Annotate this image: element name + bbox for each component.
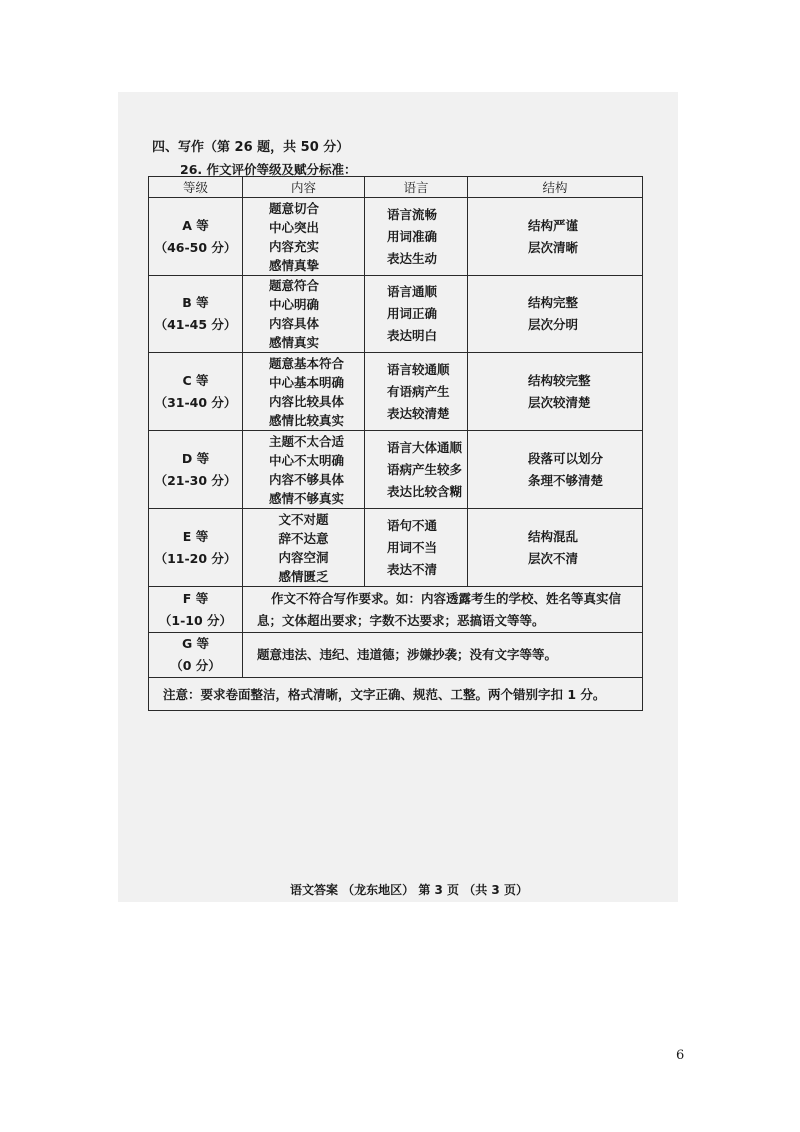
grade-cell: A 等 （46-50 分） <box>149 198 243 276</box>
language-cell: 语句不通 用词不当 表达不清 <box>365 509 468 587</box>
table-row-f <box>149 587 643 633</box>
structure-cell: 结构混乱 层次不清 <box>468 509 643 587</box>
structure-cell: 结构完整 层次分明 <box>468 276 643 353</box>
grade-cell: E 等 （11-20 分） <box>149 509 243 587</box>
table-row-e <box>149 509 643 587</box>
grading-table <box>148 176 643 711</box>
merged-description-cell: 作文不符合写作要求。如：内容透露考生的学校、姓名等真实信 息；文体超出要求；字数不达要求；恶搞语文等等。 <box>243 587 643 633</box>
language-cell: 语言流畅 用词准确 表达生动 <box>365 198 468 276</box>
grade-cell: F 等 （1-10 分） <box>149 587 243 633</box>
header-grade: 等级 <box>149 177 243 198</box>
table-row-d <box>149 431 643 509</box>
language-cell: 语言较通顺 有语病产生 表达较清楚 <box>365 353 468 431</box>
language-cell: 语言通顺 用词正确 表达明白 <box>365 276 468 353</box>
table-header-row <box>149 177 643 198</box>
content-cell: 题意切合 中心突出 内容充实 感情真挚 <box>243 198 365 276</box>
structure-cell: 结构较完整 层次较清楚 <box>468 353 643 431</box>
page-footer: 语文答案 （龙东地区） 第 3 页 （共 3 页） <box>290 883 528 897</box>
note-cell: 注意：要求卷面整洁，格式清晰，文字正确、规范、工整。两个错别字扣 1 分。 <box>149 678 643 711</box>
content-cell: 题意基本符合 中心基本明确 内容比较具体 感情比较真实 <box>243 353 365 431</box>
grade-cell: B 等 （41-45 分） <box>149 276 243 353</box>
grade-cell: D 等 （21-30 分） <box>149 431 243 509</box>
header-content: 内容 <box>243 177 365 198</box>
content-cell: 主题不太合适 中心不太明确 内容不够具体 感情不够真实 <box>243 431 365 509</box>
table-row-c <box>149 353 643 431</box>
header-language: 语言 <box>365 177 468 198</box>
grade-cell: C 等 （31-40 分） <box>149 353 243 431</box>
structure-cell: 结构严谨 层次清晰 <box>468 198 643 276</box>
merged-description-cell: 题意违法、违纪、违道德；涉嫌抄袭；没有文字等等。 <box>243 633 643 678</box>
page-number: 6 <box>676 1048 685 1063</box>
language-cell: 语言大体通顺 语病产生较多 表达比较含糊 <box>365 431 468 509</box>
table-row-a <box>149 198 643 276</box>
structure-cell: 段落可以划分 条理不够清楚 <box>468 431 643 509</box>
header-structure: 结构 <box>468 177 643 198</box>
table-note-row <box>149 678 643 711</box>
section-title: 四、写作（第 26 题，共 50 分） <box>152 140 350 155</box>
question-title: 26. 作文评价等级及赋分标准： <box>180 162 357 177</box>
content-cell: 题意符合 中心明确 内容具体 感情真实 <box>243 276 365 353</box>
content-cell: 文不对题 辞不达意 内容空洞 感情匮乏 <box>243 509 365 587</box>
table-row-g <box>149 633 643 678</box>
grade-cell: G 等 （0 分） <box>149 633 243 678</box>
table-row-b <box>149 276 643 353</box>
